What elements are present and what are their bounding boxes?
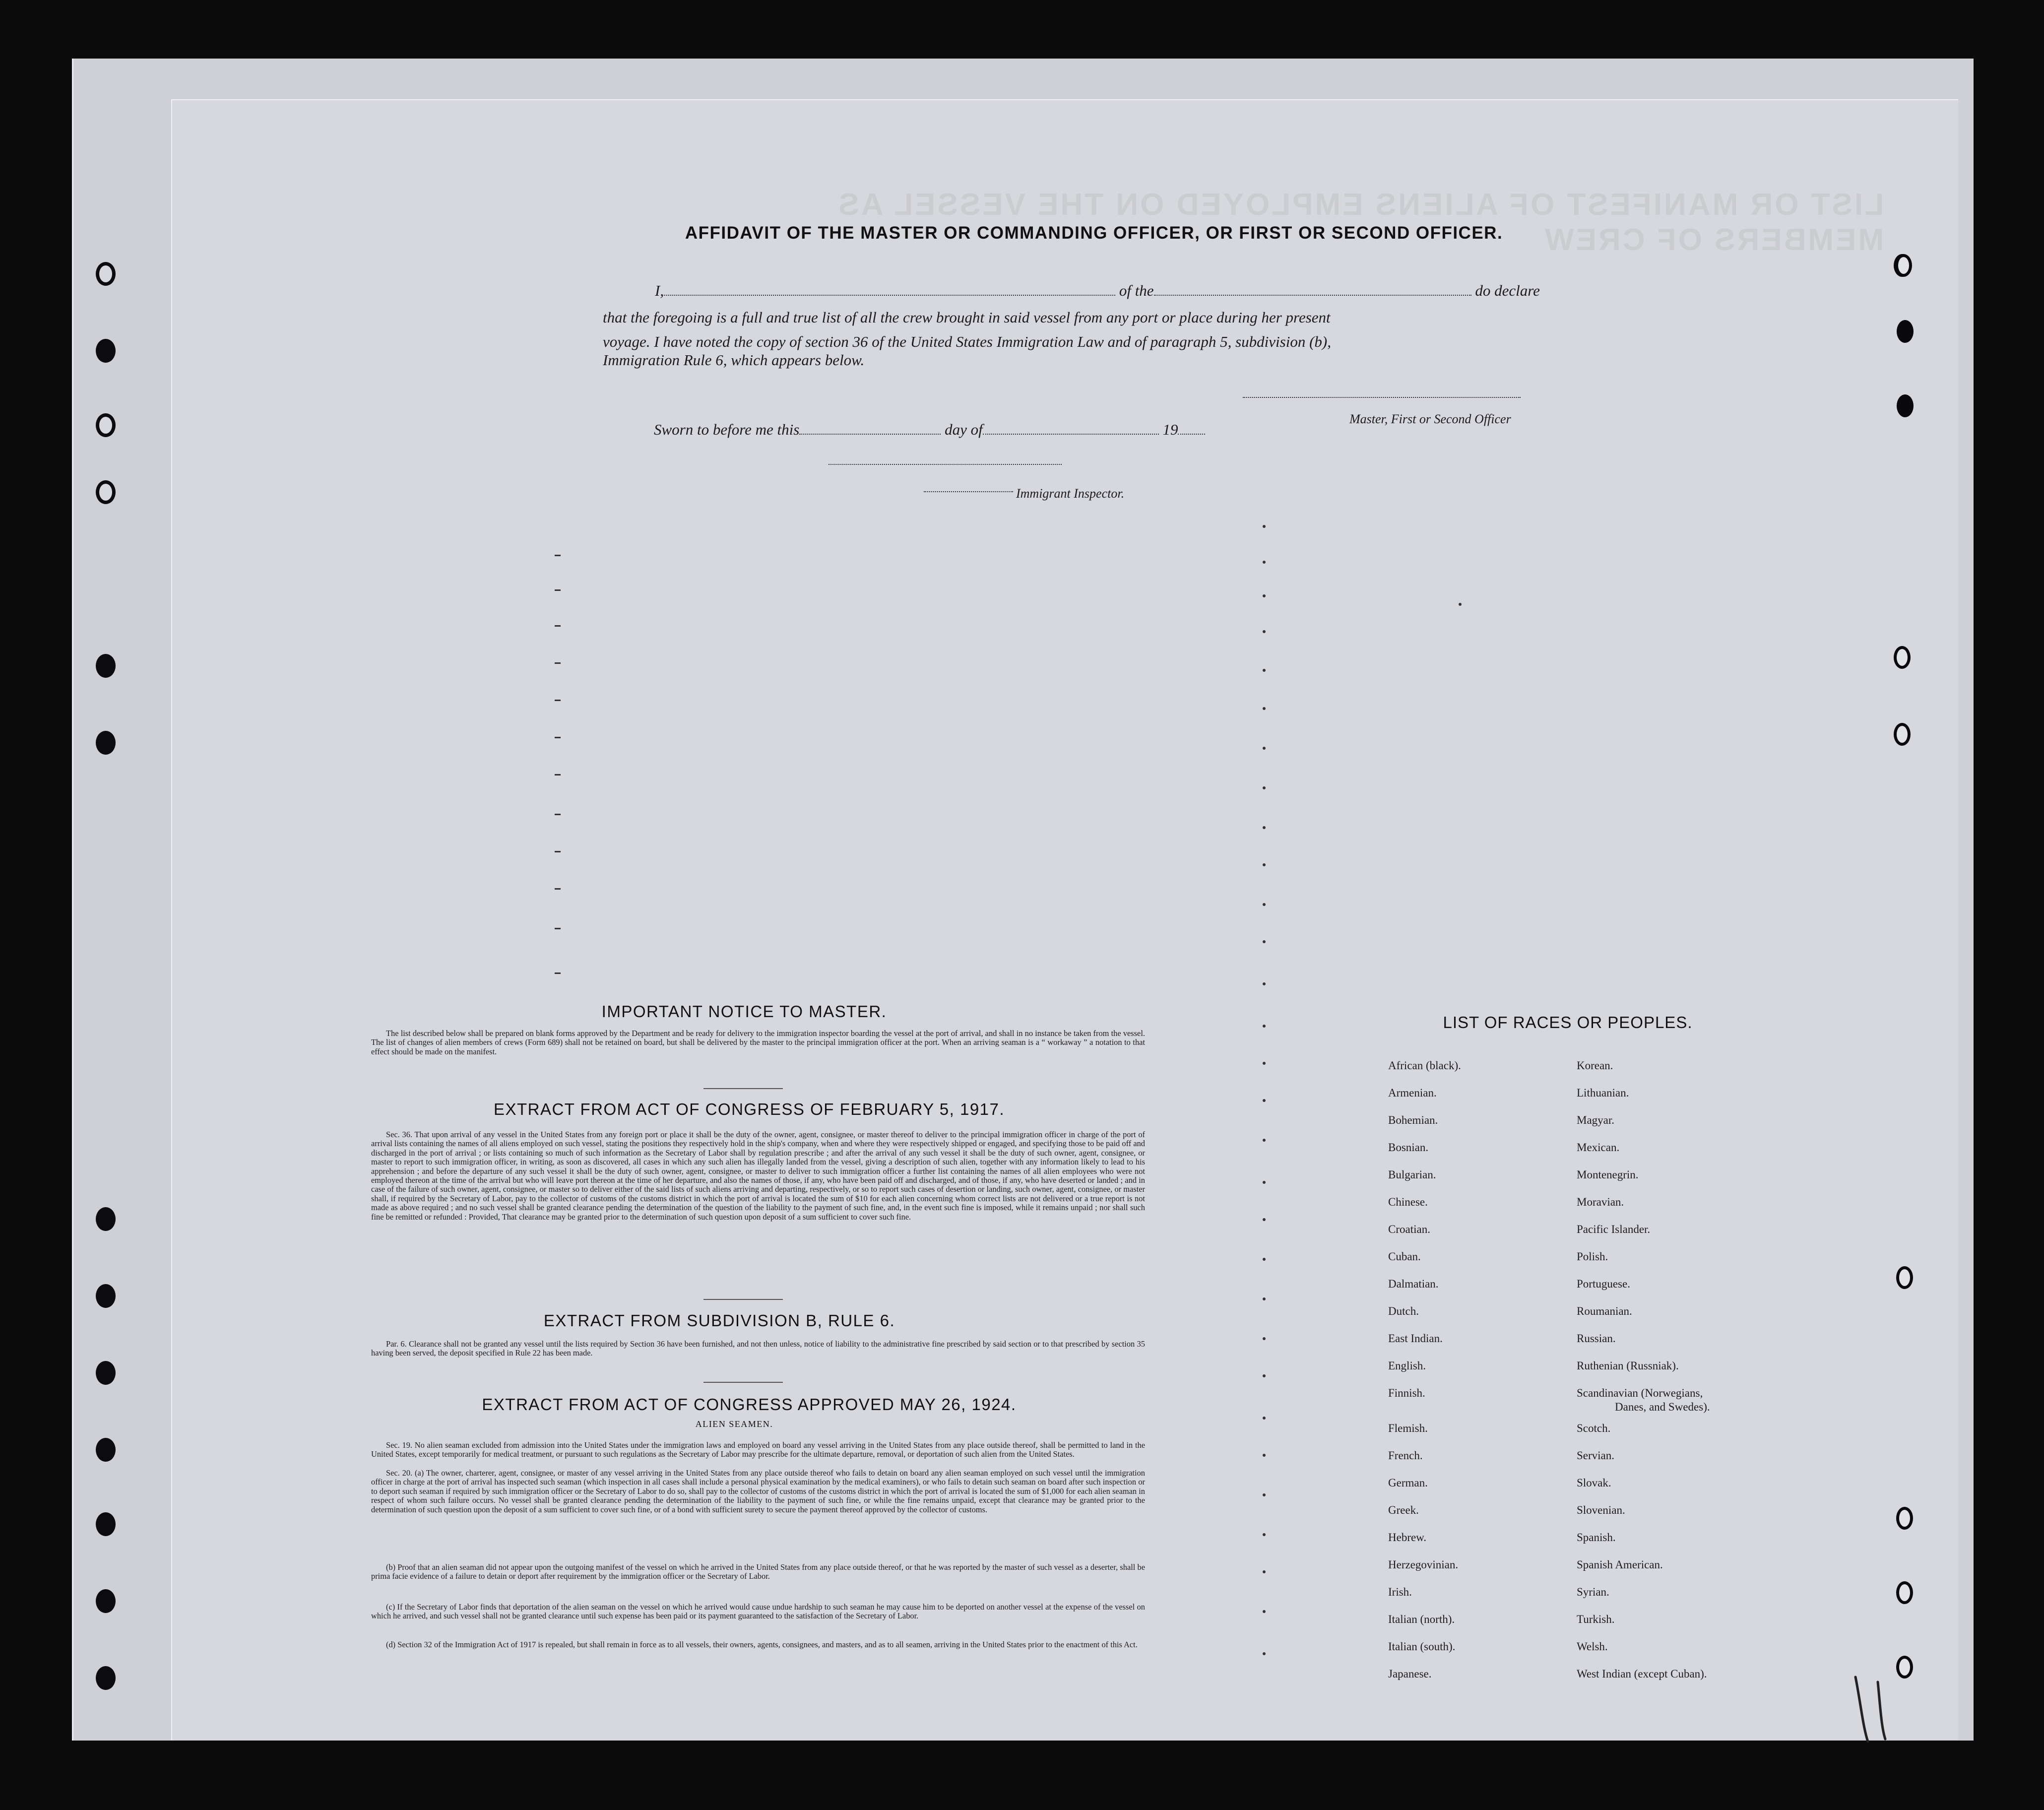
binder-hole (1896, 1266, 1913, 1289)
race-item: Welsh. (1577, 1640, 1608, 1653)
master-signature-line[interactable] (1243, 397, 1521, 398)
list-column-dot (1263, 1570, 1266, 1573)
affidavit-of-the: of the (1119, 282, 1154, 299)
affidavit-line-2: that the foregoing is a full and true list of all the crew brought in said vessel from any port or place during her present (603, 309, 1331, 326)
race-item: Pacific Islander. (1577, 1223, 1651, 1235)
affidavit-line-3: voyage. I have noted the copy of section 36 of the United States Immigration Law and of paragraph 5, subdivision (b), (603, 333, 1331, 350)
list-column-dot (1263, 1218, 1266, 1221)
binder-hole (96, 1589, 116, 1613)
list-column-dot (1263, 863, 1266, 866)
binder-hole (96, 480, 116, 504)
race-item: Scandinavian (Norwegians, (1577, 1387, 1703, 1399)
race-item: Polish. (1577, 1250, 1608, 1263)
extract-1924-sec20: Sec. 20. (a) The owner, charterer, agent, consignee, or master of any vessel arriving in the United States from any place outside thereof who fails to detain on board any alien seaman employed on such vessel until the immigration officer in charge at the port of arrival has inspected such seaman (which inspection in all cases shall include a personal physical examination by the medical examiners), or who fails to detain such seaman on board after such inspection or to deport such seaman if required by such immigration officer or the Secretary of Labor to do so, shall pay to the collector of customs of the customs district in which the port of arrival is located the sum of $1,000 for each alien seaman in respect of whom such failure occurs. No vessel shall be granted clearance pending the determination of the liability to the payment of such fine, or while the fine remains unpaid, except that clearance may be granted prior to the determination of such question upon the deposit of a sum sufficient to cover such fine, or of a bond with sufficient surety to secure the payment thereof approved by the collector of customs. (371, 1468, 1145, 1514)
sworn-before-text: Sworn to before me this (654, 421, 800, 438)
name-field[interactable] (664, 284, 1115, 296)
race-item: East Indian. (1388, 1332, 1443, 1345)
day-of-text: day of (945, 421, 983, 438)
extract-rule6-title: EXTRACT FROM SUBDIVISION B, RULE 6. (543, 1311, 895, 1330)
race-item: Portuguese. (1577, 1278, 1630, 1290)
list-column-tick (555, 662, 561, 664)
list-column-dot (1263, 786, 1266, 789)
affidavit-title: AFFIDAVIT OF THE MASTER OR COMMANDING OFFICER, OR FIRST OR SECOND OFFICER. (685, 223, 1503, 243)
binder-hole (96, 1207, 116, 1231)
race-item: Moravian. (1577, 1196, 1624, 1208)
race-item: Mexican. (1577, 1141, 1620, 1154)
list-column-dot (1459, 603, 1462, 606)
list-column-tick (555, 928, 561, 929)
race-item: Dutch. (1388, 1305, 1419, 1317)
list-column-dot (1263, 1610, 1266, 1613)
race-item: German. (1388, 1477, 1428, 1489)
binder-hole (96, 654, 116, 678)
race-item: Korean. (1577, 1059, 1613, 1072)
race-item: Dalmatian. (1388, 1278, 1439, 1290)
list-column-dot (1263, 1099, 1266, 1102)
race-item: Hebrew. (1388, 1531, 1427, 1544)
race-item: Armenian. (1388, 1087, 1437, 1099)
race-item: Greek. (1388, 1504, 1419, 1516)
race-item: Slovak. (1577, 1477, 1611, 1489)
list-column-dot (1263, 1258, 1266, 1261)
list-column-dot (1263, 525, 1266, 528)
race-item: Servian. (1577, 1449, 1615, 1462)
race-item: French. (1388, 1449, 1423, 1462)
list-column-dot (1263, 1297, 1266, 1300)
race-item: Herzegovinian. (1388, 1558, 1459, 1571)
binder-hole (96, 1666, 116, 1690)
master-signature-label: Master, First or Second Officer (1349, 412, 1511, 426)
race-item: Flemish. (1388, 1422, 1428, 1434)
race-item: Cuban. (1388, 1250, 1421, 1263)
race-item: Spanish American. (1577, 1558, 1663, 1571)
binder-hole (96, 262, 116, 286)
binder-hole (96, 413, 116, 437)
races-title: LIST OF RACES OR PEOPLES. (1443, 1013, 1693, 1032)
inspector-label: Immigrant Inspector. (1016, 486, 1125, 501)
binder-hole (1897, 394, 1914, 417)
alien-seamen-subtitle: ALIEN SEAMEN. (695, 1419, 773, 1429)
binder-hole (96, 1438, 116, 1462)
affidavit-do-declare: do declare (1475, 282, 1540, 299)
extract-1917-text: Sec. 36. That upon arrival of any vessel in the United States from any foreign port or place it shall be the duty of the owner, agent, consignee, or master thereof to deliver to the principal immigration officer in charge of the port of arrival lists containing the names of all aliens employed on such vessel, stating the positions they respectively hold in the ship's company, when and where they were respectively shipped or engaged, and specifying those to be paid off and discharged in the port of arrival ; or lists containing so much of such information as the Secretary of Labor shall by regulation prescribe ; and after the arrival of any such vessel it shall be the duty of such owner, agent, consignee, or master to report to such immigration officer, in writing, as soon as discovered, all cases in which any such alien has illegally landed from the vessel, giving a description of such alien, together with any information likely to lead to his apprehension ; and before the departure of any such vessel it shall be the duty of such owner, agent, consignee, or master to deliver to such immigration officer a further list containing the names of all alien employees who were not employed thereon at the time of the arrival but who will leave port thereon at the time of her departure, and also the names of those, if any, who have been paid off and discharged, and of those, if any, who have deserted or landed ; and in case of the failure of such owner, agent, consignee, or master so to deliver either of the said lists of such aliens arriving and departing, respectively, or so to report such cases of desertion or landing, such owner, agent, consignee, or master shall, if required by the Secretary of Labor, pay to the collector of customs of the customs district in which the port of arrival is located the sum of $10 for each alien concerning whom correct lists are not delivered or a true report is not made as above required ; and no such vessel shall be granted clearance pending the determination of the question of the liability to the payment of such fine, and, in the event such fine is imposed, while it remains unpaid ; nor shall such fine be remitted or refunded : Provided, That clearance may be granted prior to the determination of such question upon deposit of a sum sufficient to cover such fine. (371, 1130, 1145, 1222)
list-column-dot (1263, 982, 1266, 985)
list-column-tick (555, 888, 561, 890)
list-column-dot (1263, 826, 1266, 829)
list-column-dot (1263, 747, 1266, 750)
list-column-dot (1263, 1374, 1266, 1377)
binder-hole (96, 1284, 116, 1308)
list-column-tick (555, 851, 561, 852)
list-column-dot (1263, 669, 1266, 672)
race-item: Roumanian. (1577, 1305, 1632, 1317)
vessel-field[interactable] (1154, 284, 1471, 296)
sworn-year-field[interactable] (1178, 423, 1205, 435)
binder-hole (1896, 1507, 1913, 1530)
list-column-tick (555, 625, 561, 627)
list-column-dot (1263, 1337, 1266, 1340)
list-column-tick (555, 972, 561, 974)
binder-hole (96, 731, 116, 755)
notice-text: The list described below shall be prepared on blank forms approved by the Department and be ready for delivery to the immigration inspector boarding the vessel at the port of arrival, and shall in no instance be taken from the vessel. The list of changes of alien members of crews (Form 689) shall not be retained on board, but shall be delivered by the master to the principal immigration officer at the port. When an arriving seaman is a “ workaway ” a notation to that effect should be made on the manifest. (371, 1029, 1145, 1056)
list-column-dot (1263, 1454, 1266, 1457)
list-column-dot (1263, 561, 1266, 564)
race-item: Japanese. (1388, 1668, 1432, 1680)
sworn-month-field[interactable] (983, 423, 1159, 435)
race-item: Russian. (1577, 1332, 1616, 1345)
race-item: Lithuanian. (1577, 1087, 1629, 1099)
extract-1924-b: (b) Proof that an alien seaman did not appear upon the outgoing manifest of the vessel on which he arrived in the United States from any place outside thereof, or that he was reported by the master of such vessel as a deserter, shall be prima facie evidence of a failure to detain or deport after requirement by the immigration officer or the Secretary of Labor. (371, 1562, 1145, 1581)
sworn-line (654, 421, 1205, 439)
list-column-dot (1263, 594, 1266, 597)
list-column-tick (555, 555, 561, 556)
handwritten-stroke (1851, 1672, 1890, 1746)
binder-hole (1897, 320, 1914, 343)
list-column-dot (1263, 1493, 1266, 1496)
race-item: Montenegrin. (1577, 1168, 1639, 1181)
list-column-dot (1263, 940, 1266, 943)
race-item: Magyar. (1577, 1114, 1615, 1126)
list-column-dot (1263, 1652, 1266, 1655)
extract-1924-sec19: Sec. 19. No alien seaman excluded from admission into the United States under the immigration laws and employed on board any vessel arriving in the United States from any place outside thereof, shall be permitted to land in the United States, except temporarily for medical treatment, or pursuant to such regulations as the Secretary of Labor may prescribe for the ultimate departure, removal, or deportation of such alien from the United States. (371, 1440, 1145, 1459)
race-item: Danes, and Swedes). (1615, 1401, 1710, 1413)
race-item: Slovenian. (1577, 1504, 1625, 1516)
sworn-day-field[interactable] (799, 423, 941, 435)
binder-hole (96, 1361, 116, 1385)
divider (703, 1299, 783, 1300)
race-item: Bulgarian. (1388, 1168, 1436, 1181)
race-item: Scotch. (1577, 1422, 1611, 1434)
binder-hole (1894, 646, 1911, 669)
affidavit-line-4: Immigration Rule 6, which appears below. (603, 351, 865, 369)
inspector-signature-line-short[interactable] (924, 491, 1013, 492)
race-item: Finnish. (1388, 1387, 1425, 1399)
list-column-tick (555, 774, 561, 776)
binder-hole (1896, 1581, 1913, 1604)
binder-hole (96, 339, 116, 363)
race-item: Syrian. (1577, 1586, 1609, 1598)
race-item: Spanish. (1577, 1531, 1616, 1544)
list-column-tick (555, 700, 561, 701)
divider (703, 1382, 783, 1383)
race-item: Turkish. (1577, 1613, 1615, 1625)
race-item: West Indian (except Cuban). (1577, 1668, 1707, 1680)
race-item: Irish. (1388, 1586, 1412, 1598)
list-column-dot (1263, 1062, 1266, 1065)
extract-1924-d: (d) Section 32 of the Immigration Act of 1917 is repealed, but shall remain in force as to all vessels, their owners, agents, consignees, and masters, and as to all seamen, arriving in the United States prior to the enactment of this Act. (386, 1640, 1138, 1649)
binder-hole (1896, 1656, 1913, 1679)
extract-rule6-text: Par. 6. Clearance shall not be granted any vessel until the lists required by Section 36 have been furnished, and not then unless, notice of liability to the administrative fine prescribed by said section or to that prescribed by section 35 having been served, the deposit specified in Rule 22 has been made. (371, 1339, 1145, 1358)
divider (703, 1088, 783, 1089)
binder-hole (1895, 254, 1912, 277)
list-column-dot (1263, 1025, 1266, 1028)
list-column-dot (1263, 1417, 1266, 1420)
list-column-dot (1263, 1181, 1266, 1184)
binder-hole (1894, 723, 1911, 746)
list-column-dot (1263, 707, 1266, 710)
race-item: Italian (south). (1388, 1640, 1456, 1653)
race-item: Italian (north). (1388, 1613, 1455, 1625)
list-column-dot (1263, 1533, 1266, 1536)
list-column-tick (555, 737, 561, 738)
bleed-through-text: LIST OR MANIFEST OF ALIENS EMPLOYED ON THE VESSEL AS MEMBERS OF CREW (836, 188, 1884, 257)
race-item: Ruthenian (Russniak). (1577, 1359, 1679, 1372)
extract-1924-title: EXTRACT FROM ACT OF CONGRESS APPROVED MAY 26, 1924. (482, 1395, 1017, 1414)
affidavit-line-1 (655, 282, 1540, 300)
binder-hole (96, 1512, 116, 1536)
race-item: African (black). (1388, 1059, 1461, 1072)
list-column-tick (555, 814, 561, 815)
list-column-dot (1263, 1139, 1266, 1142)
race-item: Croatian. (1388, 1223, 1430, 1235)
list-column-tick (555, 589, 561, 591)
list-column-dot (1263, 630, 1266, 633)
affidavit-i: I, (655, 282, 664, 299)
year-prefix: 19 (1162, 421, 1178, 438)
race-item: Chinese. (1388, 1196, 1428, 1208)
race-item: Bohemian. (1388, 1114, 1438, 1126)
inspector-signature-line[interactable] (829, 464, 1062, 465)
list-column-dot (1263, 903, 1266, 906)
extract-1917-title: EXTRACT FROM ACT OF CONGRESS OF FEBRUARY 5, 1917. (493, 1100, 1005, 1118)
extract-1924-c: (c) If the Secretary of Labor finds that deportation of the alien seaman on the vessel on which he arrived would cause undue hardship to such seaman he may cause him to be deported on another vessel at the expense of the vessel on which he arrived, and such vessel shall not be granted clearance until such expense has been paid or its payment guaranteed to the satisfaction of the Secretary of Labor. (371, 1602, 1145, 1621)
race-item: English. (1388, 1359, 1426, 1372)
notice-title: IMPORTANT NOTICE TO MASTER. (601, 1002, 887, 1021)
race-item: Bosnian. (1388, 1141, 1429, 1154)
